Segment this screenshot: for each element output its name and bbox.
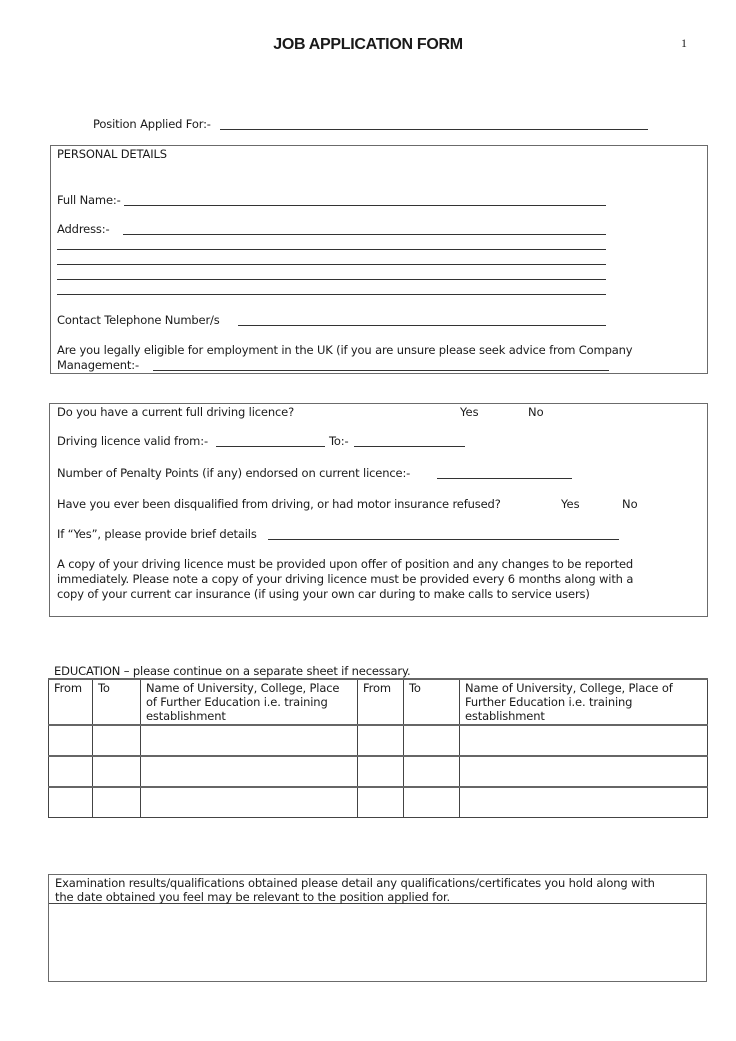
disqualified-question: Have you ever been disqualified from driving, or had motor insurance refused?	[57, 497, 501, 511]
penalty-points-label: Number of Penalty Points (if any) endorsed on current licence:-	[57, 466, 411, 480]
details-label: If “Yes”, please provide brief details	[57, 527, 257, 541]
valid-to-input[interactable]	[354, 446, 465, 447]
table-cell[interactable]	[141, 787, 358, 818]
table-cell[interactable]	[141, 756, 358, 787]
column-header-to: To	[93, 679, 141, 725]
personal-details-heading: PERSONAL DETAILS	[57, 147, 167, 161]
examinations-heading-line-2: the date obtained you feel may be relevant to the position applied for.	[55, 890, 450, 904]
table-cell[interactable]	[49, 725, 93, 756]
address-label: Address:-	[57, 222, 110, 236]
position-label: Position Applied For:-	[93, 117, 211, 131]
table-cell[interactable]	[460, 725, 708, 756]
column-header-institution-2: Name of University, College, Place of Further Education i.e. training establishment	[460, 679, 708, 725]
position-input[interactable]	[220, 129, 648, 130]
education-heading: EDUCATION – please continue on a separate sheet if necessary.	[54, 664, 411, 678]
valid-from-input[interactable]	[216, 446, 325, 447]
table-cell[interactable]	[141, 725, 358, 756]
education-table	[48, 678, 708, 818]
telephone-input[interactable]	[238, 325, 606, 326]
address-input-line-1[interactable]	[123, 234, 606, 235]
page-title: JOB APPLICATION FORM	[273, 36, 463, 53]
table-cell[interactable]	[460, 756, 708, 787]
licence-question: Do you have a current full driving licence?	[57, 405, 295, 419]
eligibility-label: Management:-	[57, 358, 139, 372]
examinations-input[interactable]	[49, 904, 706, 978]
column-header-institution: Name of University, College, Place of Further Education i.e. training establishment	[141, 679, 358, 725]
table-cell[interactable]	[404, 725, 460, 756]
table-cell[interactable]	[460, 787, 708, 818]
column-header-from-2: From	[358, 679, 404, 725]
table-cell[interactable]	[93, 787, 141, 818]
licence-yes-option[interactable]: Yes	[460, 405, 479, 419]
examinations-section	[48, 874, 707, 982]
table-cell[interactable]	[93, 725, 141, 756]
valid-from-label: Driving licence valid from:-	[57, 434, 208, 448]
licence-no-option[interactable]: No	[528, 405, 544, 419]
eligibility-input[interactable]	[153, 370, 609, 371]
table-cell[interactable]	[404, 756, 460, 787]
penalty-points-input[interactable]	[437, 478, 572, 479]
table-row	[49, 725, 708, 756]
examinations-heading	[49, 875, 706, 904]
full-name-input[interactable]	[124, 205, 606, 206]
examinations-heading-line-1: Examination results/qualifications obtained please detail any qualifications/certificates you hold along with	[55, 876, 655, 890]
details-input[interactable]	[268, 539, 619, 540]
licence-notice-line-2: immediately. Please note a copy of your driving licence must be provided every 6 months along with a	[57, 572, 634, 586]
table-row	[49, 756, 708, 787]
disqualified-yes-option[interactable]: Yes	[561, 497, 580, 511]
disqualified-no-option[interactable]: No	[622, 497, 638, 511]
table-cell[interactable]	[358, 725, 404, 756]
table-cell[interactable]	[49, 756, 93, 787]
address-input-line-2[interactable]	[57, 249, 606, 250]
licence-notice-line-1: A copy of your driving licence must be provided upon offer of position and any changes to be reported	[57, 557, 634, 571]
telephone-label: Contact Telephone Number/s	[57, 313, 220, 327]
address-input-line-5[interactable]	[57, 294, 606, 295]
address-input-line-3[interactable]	[57, 264, 606, 265]
valid-to-label: To:-	[329, 434, 349, 448]
column-header-to-2: To	[404, 679, 460, 725]
eligibility-question: Are you legally eligible for employment in the UK (if you are unsure please seek advice from Company	[57, 343, 633, 357]
table-cell[interactable]	[93, 756, 141, 787]
page-number: 1	[681, 36, 687, 50]
licence-notice-line-3: copy of your current car insurance (if using your own car during to make calls to service users)	[57, 587, 590, 601]
column-header-from: From	[49, 679, 93, 725]
table-row	[49, 787, 708, 818]
full-name-label: Full Name:-	[57, 193, 121, 207]
table-cell[interactable]	[49, 787, 93, 818]
personal-details-section	[50, 145, 708, 374]
table-cell[interactable]	[358, 756, 404, 787]
table-cell[interactable]	[404, 787, 460, 818]
address-input-line-4[interactable]	[57, 279, 606, 280]
table-cell[interactable]	[358, 787, 404, 818]
licence-notice	[57, 557, 633, 602]
education-header-row	[49, 679, 708, 725]
